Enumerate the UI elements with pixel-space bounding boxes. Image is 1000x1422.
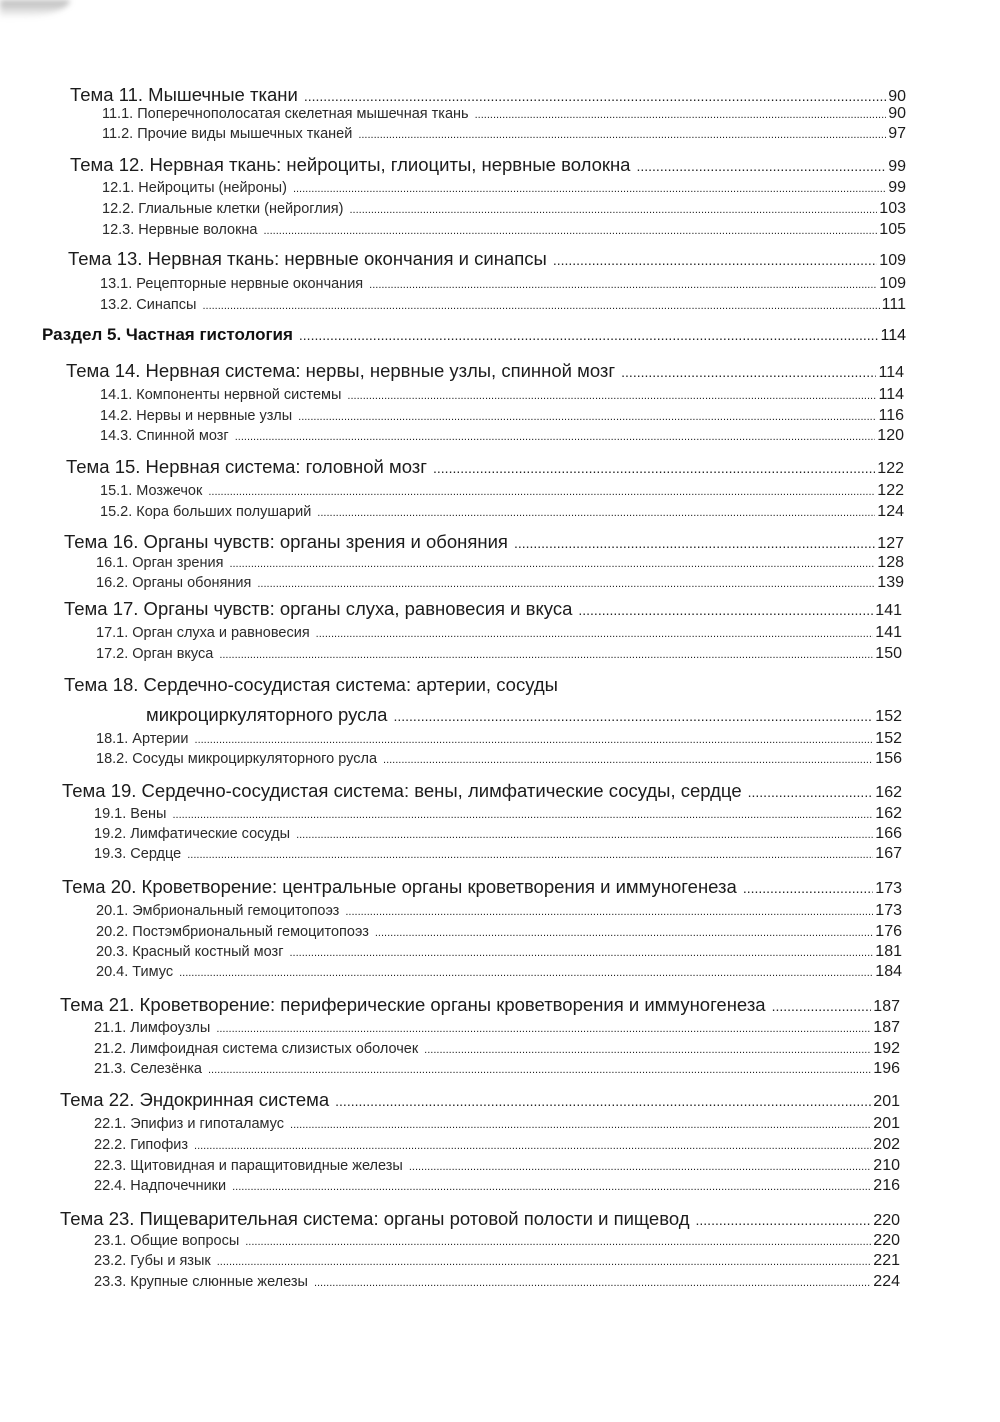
dot-leader — [475, 109, 887, 121]
dot-leader — [349, 204, 877, 216]
dot-leader — [375, 927, 873, 939]
toc-subtopic-title: 15.2. Кора больших полушарий — [100, 504, 312, 520]
toc-subtopic-row — [94, 1232, 900, 1250]
dot-leader — [264, 225, 878, 237]
scan-shadow — [0, 0, 70, 18]
page-number: 201 — [873, 1093, 900, 1110]
dot-leader — [202, 300, 879, 312]
page-number: 114 — [880, 327, 906, 344]
toc-subtopic-row — [94, 1040, 900, 1058]
toc-section-title: Раздел 5. Частная гистология — [42, 325, 293, 344]
page-number: 150 — [875, 645, 902, 662]
toc-topic-row — [70, 154, 906, 176]
dot-leader — [298, 411, 876, 423]
page-number: 196 — [873, 1060, 900, 1077]
toc-topic-title: Тема 13. Нервная ткань: нервные окончания и синапсы — [68, 248, 547, 269]
toc-subtopic-row — [102, 179, 906, 197]
page-number: 128 — [877, 554, 904, 571]
toc-subtopic-title: 21.1. Лимфоузлы — [94, 1020, 211, 1036]
page-number: 97 — [888, 125, 906, 142]
page-number: 105 — [879, 221, 906, 238]
toc-subtopic-title: 14.1. Компоненты нервной системы — [100, 387, 342, 403]
page-number: 122 — [877, 482, 904, 499]
toc-subtopic-row — [102, 221, 906, 239]
page-number: 99 — [888, 179, 906, 196]
dot-leader — [235, 431, 876, 443]
page-number: 120 — [877, 427, 904, 444]
page-number: 103 — [879, 200, 906, 217]
toc-subtopic-title: 18.2. Сосуды микроциркуляторного русла — [96, 751, 378, 767]
dot-leader — [553, 252, 877, 268]
toc-subtopic-row — [94, 825, 902, 843]
toc-subtopic-row — [94, 1177, 900, 1195]
dot-leader — [317, 507, 875, 519]
toc-topic-title-line: Тема 18. Сердечно-сосудистая система: артерии, сосуды — [64, 674, 558, 695]
dot-leader — [335, 1093, 871, 1109]
toc-topic-row — [60, 1208, 900, 1230]
dot-leader — [696, 1212, 872, 1228]
toc-subtopic-row — [96, 645, 902, 663]
dot-leader — [245, 1236, 871, 1248]
toc-subtopic-row — [94, 1060, 900, 1078]
toc-subtopic-title: 11.2. Прочие виды мышечных тканей — [102, 126, 353, 142]
dot-leader — [743, 880, 873, 896]
page-number: 202 — [873, 1136, 900, 1153]
dot-leader — [304, 88, 886, 104]
dot-leader — [314, 1277, 871, 1289]
toc-subtopic-title: 22.3. Щитовидная и паращитовидные железы — [94, 1158, 403, 1174]
toc-subtopic-title: 17.2. Орган вкуса — [96, 646, 214, 662]
dot-leader — [358, 129, 886, 141]
toc-topic-row — [60, 994, 900, 1016]
toc-subtopic-row — [94, 1252, 900, 1270]
toc-subtopic-title: 18.1. Артерии — [96, 731, 189, 747]
toc-subtopic-title: 22.4. Надпочечники — [94, 1178, 227, 1194]
toc-topic-title: Тема 17. Органы чувств: органы слуха, равновесия и вкуса — [64, 598, 573, 619]
dot-leader — [172, 809, 873, 821]
dot-leader — [208, 486, 875, 498]
page-number: 90 — [888, 105, 906, 122]
toc-subtopic-title: 21.3. Селезёнка — [94, 1061, 202, 1077]
toc-topic-title: Тема 16. Органы чувств: органы зрения и обоняния — [64, 531, 508, 552]
page-number: 173 — [875, 880, 902, 897]
toc-subtopic-row — [94, 1115, 900, 1133]
toc-subtopic-title: 19.3. Сердце — [94, 846, 182, 862]
toc-topic-title: Тема 22. Эндокринная система — [60, 1089, 330, 1110]
dot-leader — [393, 708, 873, 724]
toc-subtopic-title: 13.1. Рецепторные нервные окончания — [100, 276, 364, 292]
dot-leader — [345, 906, 873, 918]
toc-subtopic-row — [96, 554, 904, 572]
page-number: 162 — [875, 805, 902, 822]
toc-topic-title: Тема 14. Нервная система: нервы, нервные узлы, спинной мозг — [66, 360, 616, 381]
toc-subtopic-title: 23.3. Крупные слюнные железы — [94, 1274, 308, 1290]
toc-subtopic-row — [94, 805, 902, 823]
dot-leader — [433, 460, 875, 476]
toc-topic-title: Тема 12. Нервная ткань: нейроциты, глиоциты, нервные волокна — [70, 154, 631, 175]
dot-leader — [290, 1119, 871, 1131]
dot-leader — [208, 1064, 871, 1076]
dot-leader — [219, 649, 873, 661]
page-number: 224 — [873, 1273, 900, 1290]
page-number: 109 — [879, 252, 906, 269]
toc-subtopic-row — [100, 296, 906, 314]
toc-subtopic-row — [96, 730, 902, 748]
toc-subtopic-title: 13.2. Синапсы — [100, 297, 197, 313]
page-number: 116 — [878, 407, 904, 424]
toc-topic-title: Тема 15. Нервная система: головной мозг — [66, 456, 428, 477]
toc-subtopic-row — [96, 624, 902, 642]
toc-topic-row — [68, 248, 906, 270]
toc-subtopic-title: 23.2. Губы и язык — [94, 1253, 211, 1269]
dot-leader — [299, 327, 879, 343]
dot-leader — [621, 364, 876, 380]
toc-subtopic-row — [96, 943, 902, 961]
toc-subtopic-title: 20.3. Красный костный мозг — [96, 944, 284, 960]
dot-leader — [229, 558, 875, 570]
dot-leader — [217, 1256, 872, 1268]
toc-subtopic-title: 16.1. Орган зрения — [96, 555, 224, 571]
dot-leader — [187, 849, 873, 861]
page-number: 221 — [873, 1252, 900, 1269]
toc-subtopic-row — [102, 125, 906, 143]
page-number: 114 — [878, 364, 904, 381]
toc-subtopic-title: 11.1. Поперечнополосатая скелетная мышечная ткань — [102, 106, 469, 122]
page-number: 167 — [875, 845, 902, 862]
dot-leader — [316, 628, 874, 640]
toc-subtopic-row — [94, 845, 902, 863]
toc-topic-title: Тема 21. Кроветворение: периферические органы кроветворения и иммуногенеза — [60, 994, 766, 1015]
toc-section-row — [42, 325, 906, 345]
toc-topic-row — [70, 84, 906, 106]
page-number: 109 — [879, 275, 906, 292]
toc-topic-title: Тема 23. Пищеварительная система: органы ротовой полости и пищевод — [60, 1208, 690, 1229]
toc-topic-row — [64, 598, 902, 620]
toc-subtopic-row — [100, 482, 904, 500]
toc-subtopic-row — [96, 963, 902, 981]
page-number: 114 — [878, 386, 904, 403]
page-number: 166 — [875, 825, 902, 842]
dot-leader — [216, 1023, 871, 1035]
page-number: 192 — [873, 1040, 900, 1057]
toc-subtopic-title: 12.3. Нервные волокна — [102, 222, 258, 238]
dot-leader — [383, 754, 873, 766]
dot-leader — [514, 535, 875, 551]
page-number: 99 — [888, 158, 906, 175]
toc-subtopic-title: 12.2. Глиальные клетки (нейроглия) — [102, 201, 344, 217]
page-number: 152 — [875, 708, 902, 725]
toc-subtopic-title: 20.2. Постэмбриональный гемоцитопоэз — [96, 924, 369, 940]
page-number: 90 — [888, 88, 906, 105]
page-number: 181 — [875, 943, 902, 960]
toc-subtopic-row — [94, 1136, 900, 1154]
toc-subtopic-title: 20.1. Эмбриональный гемоцитопоэз — [96, 903, 340, 919]
page-number: 216 — [873, 1177, 900, 1194]
page-number: 176 — [875, 923, 902, 940]
page-number: 184 — [875, 963, 902, 980]
dot-leader — [578, 602, 873, 618]
page-number: 122 — [877, 460, 904, 477]
toc-subtopic-title: 14.2. Нервы и нервные узлы — [100, 408, 293, 424]
page-number: 173 — [875, 902, 902, 919]
page-number: 201 — [873, 1115, 900, 1132]
toc-subtopic-row — [96, 902, 902, 920]
page-number: 152 — [875, 730, 902, 747]
toc-subtopic-row — [96, 574, 904, 592]
dot-leader — [179, 967, 873, 979]
dot-leader — [257, 578, 875, 590]
page-number: 220 — [873, 1232, 900, 1249]
dot-leader — [195, 734, 874, 746]
toc-topic-row — [62, 780, 902, 802]
toc-subtopic-row — [94, 1157, 900, 1175]
toc-subtopic-row — [102, 200, 906, 218]
toc-topic-title: микроциркуляторного русла — [146, 704, 388, 725]
toc-subtopic-title: 17.1. Орган слуха и равновесия — [96, 625, 310, 641]
toc-subtopic-title: 23.1. Общие вопросы — [94, 1233, 240, 1249]
toc-subtopic-title: 22.2. Гипофиз — [94, 1137, 189, 1153]
toc-topic-row — [60, 1089, 900, 1111]
dot-leader — [296, 829, 873, 841]
toc-subtopic-row — [94, 1019, 900, 1037]
page-number: 220 — [873, 1212, 900, 1229]
toc-subtopic-title: 16.2. Органы обоняния — [96, 575, 252, 591]
page-number: 124 — [877, 503, 904, 520]
toc-subtopic-title: 14.3. Спинной мозг — [100, 428, 229, 444]
toc-subtopic-row — [96, 923, 902, 941]
toc-topic-row — [146, 704, 902, 726]
toc-topic-row — [64, 531, 904, 553]
dot-leader — [409, 1161, 871, 1173]
page-number: 210 — [873, 1157, 900, 1174]
toc-topic-title: Тема 19. Сердечно-сосудистая система: вены, лимфатические сосуды, сердце — [62, 780, 742, 801]
toc-subtopic-row — [100, 407, 904, 425]
page-number: 162 — [875, 784, 902, 801]
dot-leader — [424, 1044, 871, 1056]
dot-leader — [232, 1181, 871, 1193]
toc-subtopic-title: 22.1. Эпифиз и гипоталамус — [94, 1116, 285, 1132]
dot-leader — [194, 1140, 871, 1152]
dot-leader — [369, 279, 877, 291]
toc-subtopic-row — [96, 750, 902, 768]
toc-topic-row — [66, 456, 904, 478]
toc-subtopic-title: 12.1. Нейроциты (нейроны) — [102, 180, 287, 196]
page-number: 111 — [881, 296, 906, 313]
page-number: 141 — [875, 624, 902, 641]
dot-leader — [293, 183, 886, 195]
toc-subtopic-row — [100, 386, 904, 404]
toc-subtopic-title: 21.2. Лимфоидная система слизистых оболочек — [94, 1041, 419, 1057]
dot-leader — [347, 390, 876, 402]
toc-topic-title: Тема 20. Кроветворение: центральные органы кроветворения и иммуногенеза — [62, 876, 737, 897]
toc-subtopic-title: 15.1. Мозжечок — [100, 483, 203, 499]
dot-leader — [636, 158, 886, 174]
toc-subtopic-row — [100, 427, 904, 445]
page-number: 139 — [877, 574, 904, 591]
toc-topic-row — [66, 360, 904, 382]
toc-subtopic-row — [100, 275, 906, 293]
toc-subtopic-row — [100, 503, 904, 521]
page-number: 141 — [875, 602, 902, 619]
page-number: 127 — [877, 535, 904, 552]
dot-leader — [748, 784, 874, 800]
toc-subtopic-title: 19.2. Лимфатические сосуды — [94, 826, 291, 842]
page-number: 187 — [873, 998, 900, 1015]
page-number: 156 — [875, 750, 902, 767]
toc-subtopic-title: 19.1. Вены — [94, 806, 167, 822]
toc-subtopic-title: 20.4. Тимус — [96, 964, 174, 980]
dot-leader — [772, 998, 872, 1014]
dot-leader — [290, 947, 874, 959]
toc-topic-title: Тема 11. Мышечные ткани — [70, 84, 298, 105]
toc-subtopic-row — [102, 105, 906, 123]
toc-subtopic-row — [94, 1273, 900, 1291]
toc-topic-row — [62, 876, 902, 898]
page-number: 187 — [873, 1019, 900, 1036]
